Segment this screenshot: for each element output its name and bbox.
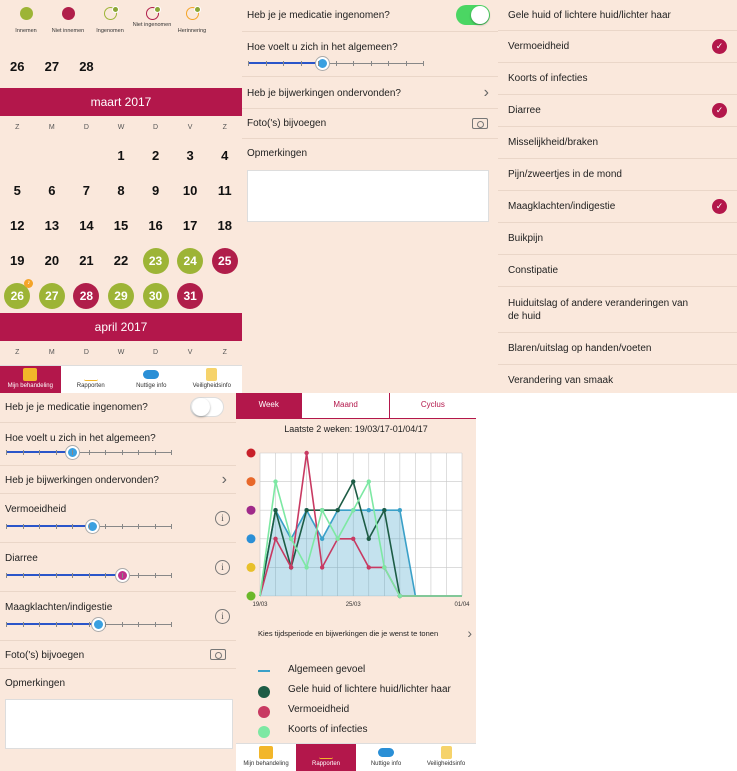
data-point [320, 565, 324, 569]
day-cell[interactable]: 28 [79, 58, 94, 74]
day-number: 13 [44, 218, 60, 233]
week-row [0, 208, 242, 243]
weekday-label: M [48, 349, 55, 356]
day-number: 14 [79, 218, 94, 233]
pill-icon [143, 370, 159, 379]
weekday-label: D [83, 124, 89, 131]
side-effect-item[interactable]: Buikpijn [498, 223, 737, 255]
tab-veiligheidsinfo[interactable]: Veiligheidsinfo [416, 744, 476, 771]
day-number: 3 [186, 148, 194, 163]
data-point [320, 537, 324, 541]
day-number: 6 [48, 183, 56, 198]
day-cell[interactable] [0, 173, 35, 208]
document-icon [206, 368, 217, 381]
data-point [335, 508, 339, 512]
day-cell[interactable] [35, 278, 70, 313]
day-number: 25 [218, 253, 232, 268]
day-cell[interactable] [173, 243, 208, 278]
day-number: 17 [182, 218, 198, 233]
green-dot-icon [20, 7, 33, 20]
day-cell[interactable] [138, 278, 173, 313]
data-point [320, 508, 324, 512]
day-number: 29 [114, 288, 128, 303]
info-icon[interactable]: i [215, 511, 230, 526]
choose-period-link[interactable]: Kies tijdsperiode en bijwerkingen die je wenst te tonen › [258, 625, 472, 641]
day-cell[interactable] [69, 208, 104, 243]
weekday-label: Z [222, 349, 227, 356]
remarks-textarea[interactable] [5, 699, 233, 749]
red-dot-icon [62, 7, 75, 20]
info-icon[interactable]: i [215, 560, 230, 575]
x-tick-label: 25/03 [345, 602, 361, 608]
feel-slider[interactable] [6, 448, 171, 458]
day-cell[interactable] [0, 208, 35, 243]
mood-face-icon [247, 534, 256, 543]
segment-week[interactable]: Week [236, 393, 301, 418]
tab-rapporten[interactable]: Rapporten [296, 744, 356, 771]
daily-form-detail-screen [0, 393, 236, 771]
weekday-label: Z [222, 124, 227, 131]
tab-bar [236, 743, 476, 771]
not-taken-dot-icon [146, 7, 159, 20]
side-effect-item[interactable]: Misselijkheid/braken [498, 127, 737, 159]
effect-row: Maagklachten/indigestie i [0, 592, 236, 641]
remarks-row: Opmerkingen [242, 139, 498, 393]
day-cell[interactable] [69, 278, 104, 313]
side-effects-row[interactable]: Heb je bijwerkingen ondervonden? › [0, 466, 236, 494]
feel-row: Hoe voelt u zich in het algemeen? [242, 32, 498, 77]
day-cell[interactable] [207, 138, 242, 173]
day-number: 30 [148, 288, 163, 303]
mood-face-icon [247, 592, 256, 601]
chart-icon [84, 368, 98, 381]
weekday-label: D [83, 349, 89, 356]
legend-item: Koorts of infecties [258, 724, 468, 742]
day-number: 16 [148, 218, 163, 233]
info-icon[interactable]: i [215, 609, 230, 624]
month-header-april: april 2017 [0, 313, 242, 341]
day-number: 23 [148, 253, 163, 268]
calendar-icon [259, 746, 273, 759]
side-effect-item[interactable]: Verandering van smaak [498, 365, 737, 393]
tab-mijn-behandeling[interactable]: Mijn behandeling [0, 366, 61, 393]
day-cell [69, 138, 104, 173]
day-cell[interactable] [138, 243, 173, 278]
mood-face-icon [247, 563, 256, 572]
camera-icon [210, 649, 226, 660]
data-point [367, 537, 371, 541]
take-day-marker [143, 283, 169, 309]
calendar-legend [0, 0, 242, 42]
slider-thumb[interactable] [92, 618, 105, 631]
day-cell[interactable] [104, 138, 139, 173]
day-number: 20 [44, 253, 60, 268]
day-number: 18 [217, 218, 232, 233]
take-day-marker [177, 248, 203, 274]
day-cell[interactable] [104, 173, 139, 208]
day-number: 22 [113, 253, 129, 268]
day-number: 26 [10, 288, 24, 303]
day-number: 1 [117, 148, 125, 163]
tab-nuttige-info[interactable]: Nuttige info [356, 744, 416, 771]
day-number: 24 [183, 253, 197, 268]
feel-row: Hoe voelt u zich in het algemeen? [0, 423, 236, 466]
weekday-header [0, 124, 242, 131]
data-point [351, 479, 355, 483]
day-cell[interactable] [207, 173, 242, 208]
feel-slider[interactable] [248, 59, 423, 69]
side-effects-list-screen [498, 0, 737, 393]
data-point [304, 508, 308, 512]
take-day-marker [39, 283, 65, 309]
segment-cyclus[interactable]: Cyclus [389, 393, 476, 418]
day-number: 12 [10, 218, 25, 233]
x-tick-label: 19/03 [252, 602, 268, 608]
day-cell[interactable] [173, 173, 208, 208]
day-cell[interactable] [138, 173, 173, 208]
weekday-label: V [187, 124, 193, 131]
weekday-label: Z [15, 124, 20, 131]
side-effect-item[interactable]: Pijn/zweertjes in de mond [498, 159, 737, 191]
remarks-textarea[interactable] [247, 170, 489, 222]
day-cell [35, 138, 70, 173]
legend-niet-innemen: Niet innemen [46, 4, 90, 35]
data-point [382, 565, 386, 569]
legend-niet-ingenomen: Niet ingenomen [130, 4, 174, 29]
day-number: 2 [151, 148, 160, 163]
side-effect-item[interactable]: Maagklachten/indigestie ✓ [498, 191, 737, 223]
pill-icon [378, 748, 394, 757]
data-point [335, 537, 339, 541]
day-number: 10 [182, 183, 198, 198]
day-number: 15 [113, 218, 129, 233]
week-row [0, 173, 242, 208]
week-row [0, 243, 242, 278]
side-effect-item[interactable]: Diarree ✓ [498, 95, 737, 127]
take-day-marker [4, 279, 31, 309]
weekday-label: V [187, 349, 193, 356]
side-effect-item[interactable]: Constipatie [498, 255, 737, 287]
legend-herinnering: Herinnering [170, 4, 214, 35]
photos-row[interactable]: Foto('s) bijvoegen [0, 641, 236, 669]
medication-row: Heb je je medicatie ingenomen? [0, 393, 236, 423]
month-header-march: maart 2017 [0, 88, 242, 116]
day-number: 19 [10, 253, 25, 268]
toggle-knob [471, 6, 489, 24]
data-point [367, 565, 371, 569]
day-cell[interactable] [0, 278, 35, 313]
week-row [0, 278, 242, 313]
day-number: 9 [151, 183, 160, 198]
no-take-day-marker [212, 248, 238, 274]
day-cell[interactable]: 27 [44, 58, 60, 74]
medication-toggle[interactable] [456, 5, 490, 25]
daily-form-screen [242, 0, 498, 393]
period-segmented-control [236, 393, 476, 419]
calendar-screen [0, 0, 242, 393]
data-point [382, 508, 386, 512]
day-cell[interactable] [69, 173, 104, 208]
day-cell[interactable] [173, 278, 208, 313]
tab-nuttige-info[interactable]: Nuttige info [121, 366, 182, 393]
mood-face-icon [247, 506, 256, 515]
data-point [367, 508, 371, 512]
data-point [289, 537, 293, 541]
data-point [351, 537, 355, 541]
day-number: 27 [45, 288, 59, 303]
weekday-header [0, 349, 242, 356]
reminder-dot-icon [186, 7, 199, 20]
effect-row: Diarree i [0, 543, 236, 592]
day-number: 8 [117, 183, 125, 198]
side-effect-item[interactable]: Vermoeidheid ✓ [498, 31, 737, 63]
day-cell[interactable] [104, 243, 139, 278]
weekday-label: D [153, 124, 159, 131]
document-icon [441, 746, 452, 759]
data-point [273, 537, 277, 541]
day-cell[interactable] [138, 208, 173, 243]
day-cell[interactable] [173, 208, 208, 243]
weekday-label: M [48, 124, 55, 131]
tab-bar [0, 365, 242, 393]
day-cell [207, 278, 242, 313]
legend-item: Algemeen gevoel [258, 664, 468, 682]
effect-row: Vermoeidheid i [0, 494, 236, 543]
day-cell[interactable]: 26 [10, 58, 25, 74]
side-effect-item[interactable]: Huiduitslag of andere veranderingen van de huid [498, 287, 737, 333]
day-cell[interactable] [104, 278, 139, 313]
day-cell[interactable] [104, 208, 139, 243]
chevron-right-icon: › [221, 471, 227, 488]
line-swatch-icon [258, 670, 270, 672]
side-effect-item[interactable]: Blaren/uitslag op handen/voeten [498, 333, 737, 365]
reports-screen [236, 393, 476, 771]
checkmark-icon: ✓ [712, 39, 727, 54]
weekday-label: W [117, 349, 125, 356]
tab-rapporten[interactable]: Rapporten [61, 366, 122, 393]
legend-ingenomen: Ingenomen [88, 4, 132, 35]
data-point [273, 479, 277, 483]
camera-icon [472, 118, 488, 129]
legend-innemen: Innemen [4, 4, 48, 35]
medication-toggle[interactable] [190, 397, 224, 417]
no-take-day-marker [73, 283, 99, 309]
week-row [0, 138, 242, 173]
side-effect-item[interactable]: Gele huid of lichtere huid/lichter haar [498, 0, 737, 31]
dot-swatch-icon [258, 726, 270, 738]
chevron-right-icon: › [467, 625, 472, 641]
data-point [304, 451, 308, 455]
chart-icon [319, 746, 333, 759]
day-number: 11 [217, 183, 232, 198]
legend-item: Gele huid of lichtere huid/lichter haar [258, 684, 468, 702]
medication-row: Heb je je medicatie ingenomen? [242, 0, 498, 32]
data-point [273, 508, 277, 512]
toggle-knob [192, 398, 210, 416]
report-title: Laatste 2 weken: 19/03/17-01/04/17 [284, 424, 428, 434]
prev-days-row [0, 56, 242, 76]
data-point [304, 565, 308, 569]
data-point [398, 508, 402, 512]
day-cell[interactable] [35, 173, 70, 208]
day-cell[interactable] [35, 243, 70, 278]
day-cell[interactable] [138, 138, 173, 173]
day-number: 21 [79, 253, 94, 268]
day-number: 5 [13, 183, 21, 198]
remarks-row: Opmerkingen [0, 669, 236, 771]
day-cell[interactable] [207, 243, 242, 278]
day-cell[interactable] [207, 208, 242, 243]
take-day-marker [143, 248, 169, 274]
report-chart [236, 441, 476, 621]
tab-mijn-behandeling[interactable]: Mijn behandeling [236, 744, 296, 771]
photos-row[interactable]: Foto('s) bijvoegen [242, 109, 498, 139]
taken-dot-icon [104, 7, 117, 20]
severity-slider[interactable] [6, 620, 171, 630]
checkmark-icon: ✓ [712, 199, 727, 214]
mood-face-icon [247, 449, 256, 458]
day-cell[interactable] [69, 243, 104, 278]
x-tick-label: 01/04 [454, 602, 470, 608]
severity-slider[interactable] [6, 571, 171, 581]
bell-icon: ♪ [24, 279, 33, 288]
legend-item: Vermoeidheid [258, 704, 468, 722]
day-cell[interactable] [173, 138, 208, 173]
dot-swatch-icon [258, 686, 270, 698]
calendar-grid [0, 138, 242, 313]
data-point [398, 594, 402, 598]
day-number: 28 [79, 288, 94, 303]
chevron-right-icon: › [483, 84, 489, 101]
data-point [289, 565, 293, 569]
data-point [351, 508, 355, 512]
mood-face-icon [247, 477, 256, 486]
day-number: 31 [183, 288, 197, 303]
tab-veiligheidsinfo[interactable]: Veiligheidsinfo [182, 366, 243, 393]
day-number: 4 [221, 148, 229, 163]
data-point [367, 479, 371, 483]
severity-slider[interactable] [6, 522, 171, 532]
day-cell[interactable] [0, 243, 35, 278]
weekday-label: Z [15, 349, 20, 356]
checkmark-icon: ✓ [712, 103, 727, 118]
weekday-label: D [153, 349, 159, 356]
no-take-day-marker [177, 283, 203, 309]
calendar-icon [23, 368, 37, 381]
segment-maand[interactable]: Maand [301, 393, 388, 418]
dot-swatch-icon [258, 706, 270, 718]
side-effect-item[interactable]: Koorts of infecties [498, 63, 737, 95]
day-cell[interactable] [35, 208, 70, 243]
take-day-marker [108, 283, 134, 309]
side-effects-row[interactable]: Heb je bijwerkingen ondervonden? › [242, 77, 498, 109]
day-cell [0, 138, 35, 173]
day-number: 7 [82, 183, 91, 198]
weekday-label: W [117, 124, 125, 131]
